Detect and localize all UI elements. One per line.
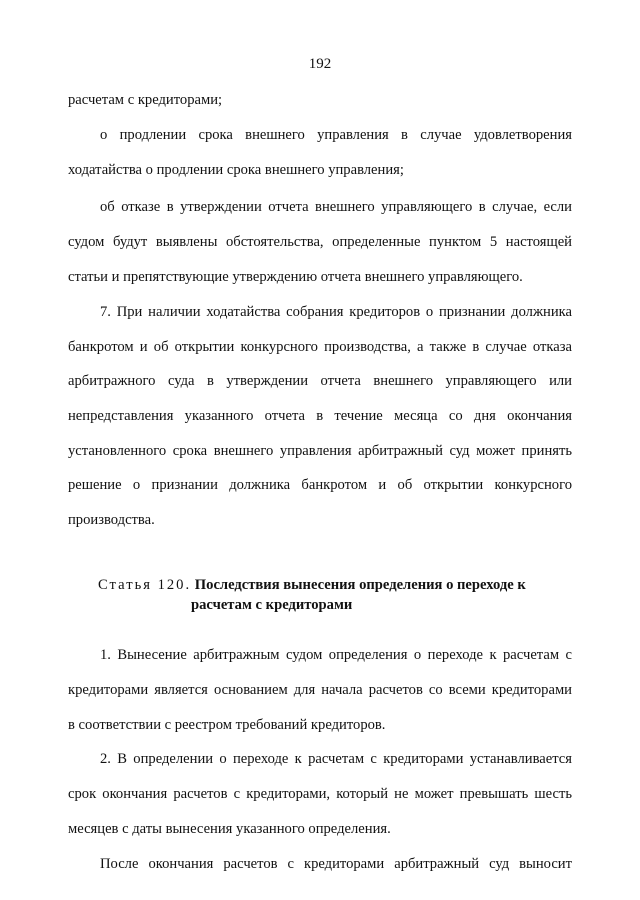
text-line: статьи и препятствующие утверждению отчета внешнего управляющего. xyxy=(68,269,523,285)
text-line: расчетам с кредиторами; xyxy=(68,92,223,108)
text-line: о продлении срока внешнего управления в случае удовлетворения xyxy=(100,127,572,143)
text-line: непредставления указанного отчета в течение месяца со дня окончания xyxy=(68,408,572,424)
text-line: 7. При наличии ходатайства собрания кредиторов о признании должника xyxy=(100,304,572,320)
text-line: кредиторами является основанием для начала расчетов со всеми кредиторами xyxy=(68,682,572,698)
page-number: 192 xyxy=(308,56,332,72)
text-line: об отказе в утверждении отчета внешнего управляющего в случае, если xyxy=(100,199,572,215)
text-line: срок окончания расчетов с кредиторами, который не может превышать шесть xyxy=(68,786,572,802)
text-line: решение о признании должника банкротом и об открытии конкурсного xyxy=(68,477,572,493)
article-label: Статья 120. xyxy=(98,577,192,593)
text-line: 1. Вынесение арбитражным судом определения о переходе к расчетам с xyxy=(100,647,572,663)
article-title-continued: расчетам с кредиторами xyxy=(191,597,353,613)
text-line: в соответствии с реестром требований кредиторов. xyxy=(68,717,386,733)
text-line: месяцев с даты вынесения указанного определения. xyxy=(68,821,391,837)
text-line: 2. В определении о переходе к расчетам с кредиторами устанавливается xyxy=(100,751,572,767)
text-line: ходатайства о продлении срока внешнего управления; xyxy=(68,162,404,178)
text-line: После окончания расчетов с кредиторами арбитражный суд выносит xyxy=(100,856,572,872)
text-line: установленного срока внешнего управления арбитражный суд может принять xyxy=(68,443,572,459)
article-title: Последствия вынесения определения о переходе к xyxy=(194,577,526,593)
text-line: судом будут выявлены обстоятельства, определенные пунктом 5 настоящей xyxy=(68,234,572,250)
text-line: производства. xyxy=(68,512,155,528)
article-heading xyxy=(98,576,526,594)
text-line: банкротом и об открытии конкурсного производства, а также в случае отказа xyxy=(68,339,572,355)
text-line: арбитражного суда в утверждении отчета внешнего управляющего или xyxy=(68,373,572,389)
